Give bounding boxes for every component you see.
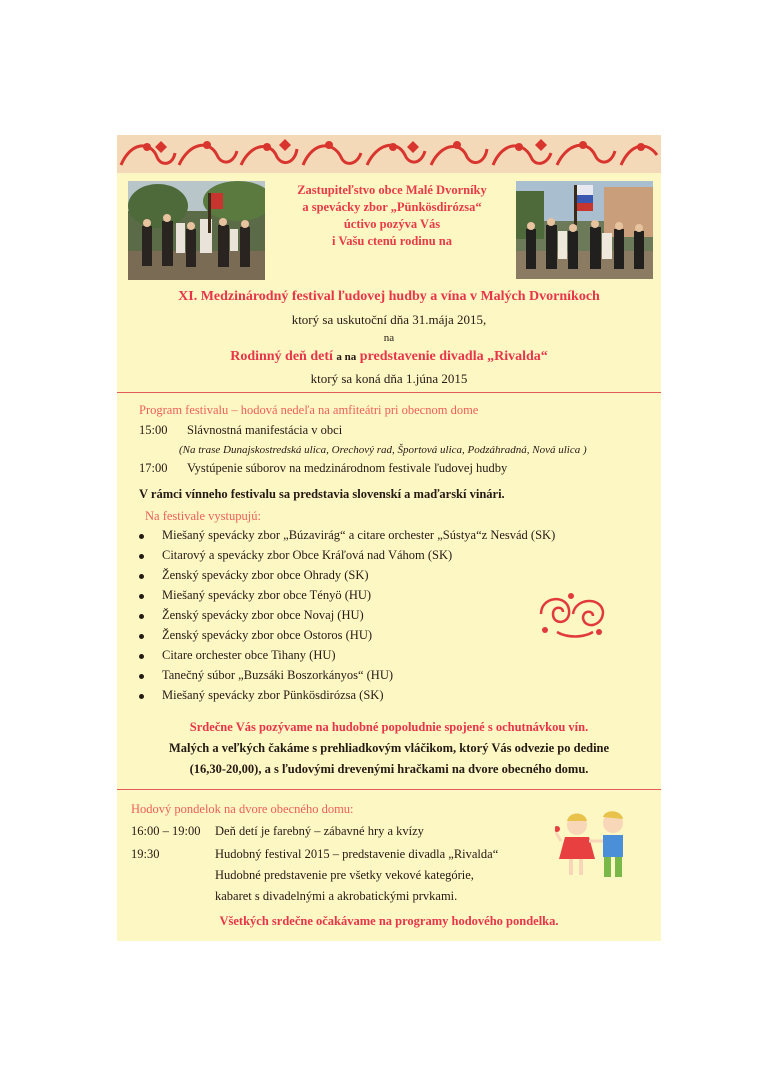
- bullet: [139, 654, 144, 659]
- festival-date: ktorý sa uskutoční dňa 31.mája 2015,: [291, 312, 487, 327]
- family-connector: a na: [336, 351, 357, 363]
- monday-time: 19:30: [131, 847, 160, 861]
- monday-item: Deň detí je farebný – zábavné hry a kvízy: [215, 824, 424, 838]
- invite-line: Zastupiteľstvo obce Malé Dvorníky: [297, 183, 487, 197]
- closing-line: Všetkých srdečne očakávame na programy hodového pondelka.: [219, 914, 559, 928]
- bullet: [139, 614, 144, 619]
- monday-item: Hudobný festival 2015 – predstavenie divadla „Rivalda“: [215, 847, 499, 861]
- bullet: [139, 634, 144, 639]
- performers-heading: Na festivale vystupujú:: [145, 509, 261, 523]
- monday-time: 16:00 – 19:00: [131, 824, 201, 838]
- performer-name: Miešaný spevácky zbor Pünkösdirózsa (SK): [162, 688, 384, 702]
- floral-ornament-border: [117, 135, 661, 173]
- monday-item: Hudobné predstavenie pre všetky vekové kategórie,: [215, 868, 474, 882]
- invite-line: úctivo pozýva Vás: [343, 217, 441, 231]
- invite-line: i Vašu ctenú rodinu na: [332, 234, 452, 248]
- invitation-poster: [117, 135, 661, 941]
- program-item: Vystúpenie súborov na medzinárodnom festivale ľudovej hudby: [187, 461, 508, 475]
- performer-name: Miešaný spevácky zbor obce Tényö (HU): [162, 588, 372, 602]
- train-line-2: (16,30-20,00), a s ľudovými drevenými hračkami na dvore obecného domu.: [189, 762, 589, 776]
- performer-name: Ženský spevácky zbor obce Novaj (HU): [162, 608, 364, 622]
- left-festival-photo: [128, 181, 265, 280]
- route-note: (Na trase Dunajskostredská ulica, Orechový rad, Športová ulica, Podzáhradná, Nová ulica ): [179, 444, 587, 456]
- bullet: [139, 694, 144, 699]
- invite-line: a spevácky zbor „Pünkösdirózsa“: [302, 200, 482, 214]
- invitation-text: [247, 182, 537, 250]
- performer-name: Ženský spevácky zbor obce Ohrady (SK): [162, 568, 369, 582]
- program-item: Slávnostná manifestácia v obci: [187, 423, 343, 437]
- program-time: 17:00: [139, 461, 168, 475]
- bullet: [139, 554, 144, 559]
- connector-na: na: [383, 332, 395, 344]
- monday-heading: Hodový pondelok na dvore obecného domu:: [131, 802, 354, 816]
- program-time: 15:00: [139, 423, 168, 437]
- festival-title: XI. Medzinárodný festival ľudovej hudby a vína v Malých Dvorníkoch: [178, 289, 600, 304]
- section-divider: [117, 789, 661, 790]
- bullet: [139, 534, 144, 539]
- bullet: [139, 674, 144, 679]
- theater-title: predstavenie divadla „Rivalda“: [359, 349, 548, 364]
- performer-name: Ženský spevácky zbor obce Ostoros (HU): [162, 628, 373, 642]
- program-heading: Program festivalu – hodová nedeľa na amfiteátri pri obecnom dome: [139, 403, 479, 417]
- wine-note: V rámci vínneho festivalu sa predstavia slovenskí a maďarskí vinári.: [139, 487, 505, 501]
- section-divider: [117, 392, 661, 393]
- performer-name: Tanečný súbor „Buzsáki Boszorkányos“ (HU): [162, 668, 394, 682]
- performer-name: Miešaný spevácky zbor „Búzavirág“ a citare orchester „Sústya“z Nesvád (SK): [162, 528, 556, 542]
- bullet: [139, 594, 144, 599]
- afternoon-invite: Srdečne Vás pozývame na hudobné popoludnie spojené s ochutnávkou vín.: [189, 720, 589, 734]
- monday-item: kabaret s divadelnými a akrobatickými prvkami.: [215, 889, 458, 903]
- bullet: [139, 574, 144, 579]
- train-line-1: Malých a veľkých čakáme s prehliadkovým vláčikom, ktorý Vás odvezie po dedine: [168, 741, 610, 755]
- performer-name: Citarový a spevácky zbor Obce Kráľová nad Váhom (SK): [162, 548, 453, 562]
- family-day-line: [117, 349, 661, 365]
- theater-date: ktorý sa koná dňa 1.júna 2015: [310, 371, 468, 386]
- family-day-title: Rodinný deň detí: [230, 349, 333, 364]
- dancing-children-illustration: [555, 807, 637, 885]
- performer-name: Citare orchester obce Tihany (HU): [162, 648, 336, 662]
- red-swirl-ornament: [537, 588, 607, 640]
